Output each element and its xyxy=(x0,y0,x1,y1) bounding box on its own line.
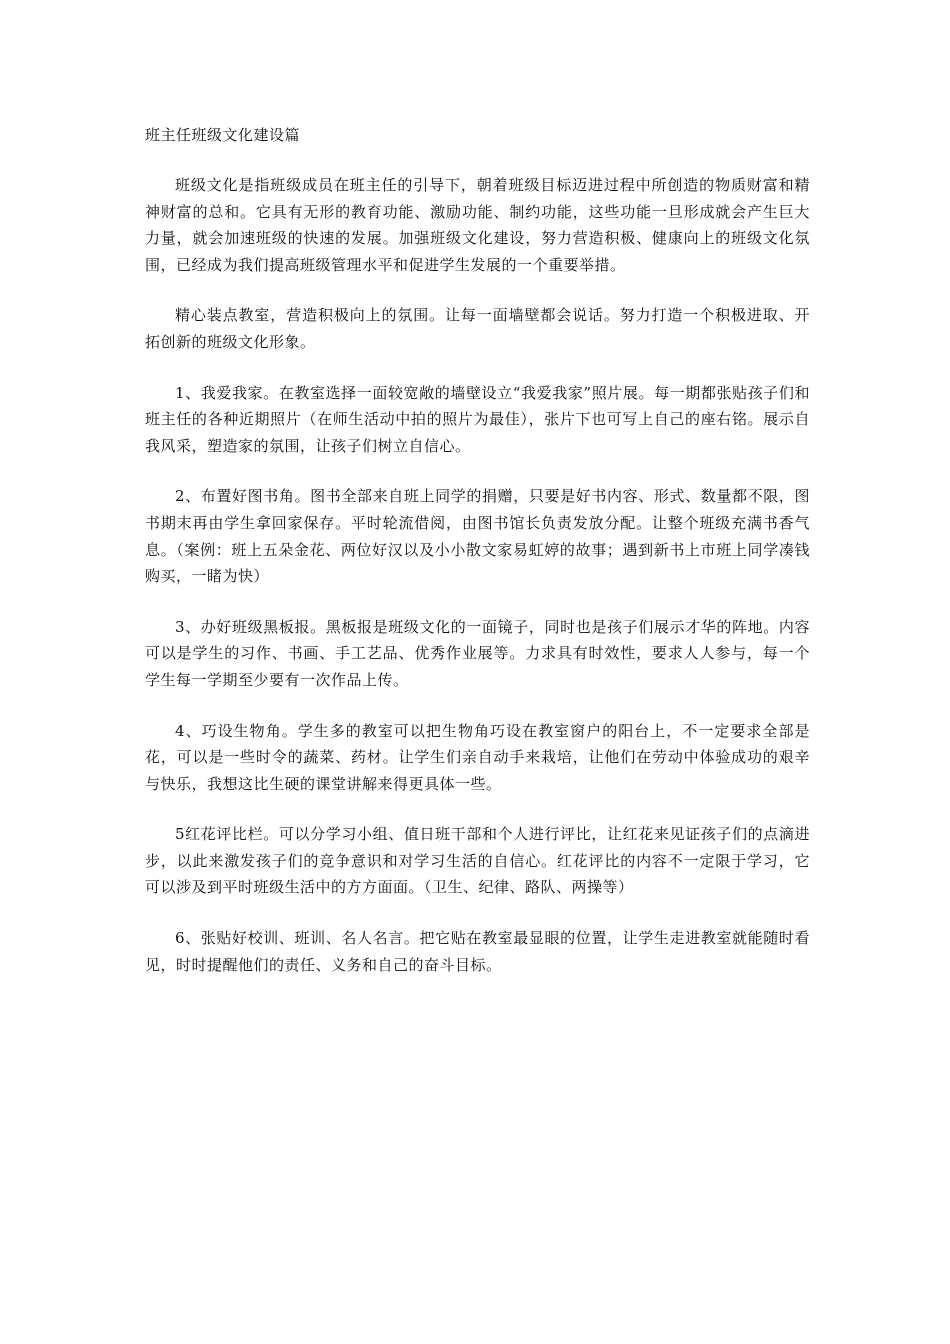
paragraph-item-5: 5红花评比栏。可以分学习小组、值日班干部和个人进行评比，让红花来见证孩子们的点滴进步，以此来激发孩子们的竞争意识和对学习生活的自信心。红花评比的内容不一定限于学习，它可以涉及到平时班级生活中的方方面面。（卫生、纪律、路队、两操等） xyxy=(145,825,810,897)
paragraph-item-3: 3、办好班级黑板报。黑板报是班级文化的一面镜子，同时也是孩子们展示才华的阵地。内容可以是学生的习作、书画、手工艺品、优秀作业展等。力求具有时效性，要求人人参与，每一个学生每一学期至少要有一次作品上传。 xyxy=(145,617,810,689)
paragraph-classroom-decoration: 精心装点教室，营造积极向上的氛围。让每一面墙壁都会说话。努力打造一个积极进取、开拓创新的班级文化形象。 xyxy=(145,306,810,351)
paragraph-item-4: 4、巧设生物角。学生多的教室可以把生物角巧设在教室窗户的阳台上，不一定要求全部是花，可以是一些时令的蔬菜、药材。让学生们亲自动手来栽培，让他们在劳动中体验成功的艰辛与快乐，我想这比生硬的课堂讲解来得更具体一些。 xyxy=(145,721,810,793)
paragraph-intro: 班级文化是指班级成员在班主任的引导下，朝着班级目标迈进过程中所创造的物质财富和精神财富的总和。它具有无形的教育功能、激励功能、制约功能，这些功能一旦形成就会产生巨大力量，就会加速班级的快速的发展。加强班级文化建设，努力营造积极、健康向上的班级文化氛围，已经成为我们提高班级管理水平和促进学生发展的一个重要举措。 xyxy=(145,176,810,274)
document-title: 班主任班级文化建设篇 xyxy=(145,126,301,144)
paragraph-item-1: 1、我爱我家。在教室选择一面较宽敞的墙壁设立“我爱我家”照片展。每一期都张贴孩子们和班主任的各种近期照片（在师生活动中拍的照片为最佳），张片下也可写上自己的座右铭。展示自我风采，塑造家的氛围，让孩子们树立自信心。 xyxy=(145,383,810,455)
document-page xyxy=(145,122,810,1002)
paragraph-item-6: 6、张贴好校训、班训、名人名言。把它贴在教室最显眼的位置，让学生走进教室就能随时看见，时时提醒他们的责任、义务和自己的奋斗目标。 xyxy=(145,929,810,974)
paragraph-item-2: 2、布置好图书角。图书全部来自班上同学的捐赠，只要是好书内容、形式、数量都不限，图书期末再由学生拿回家保存。平时轮流借阅，由图书馆长负责发放分配。让整个班级充满书香气息。（案例：班上五朵金花、两位好汉以及小小散文家易虹婷的故事；遇到新书上市班上同学凑钱购买，一睹为快） xyxy=(145,487,810,586)
